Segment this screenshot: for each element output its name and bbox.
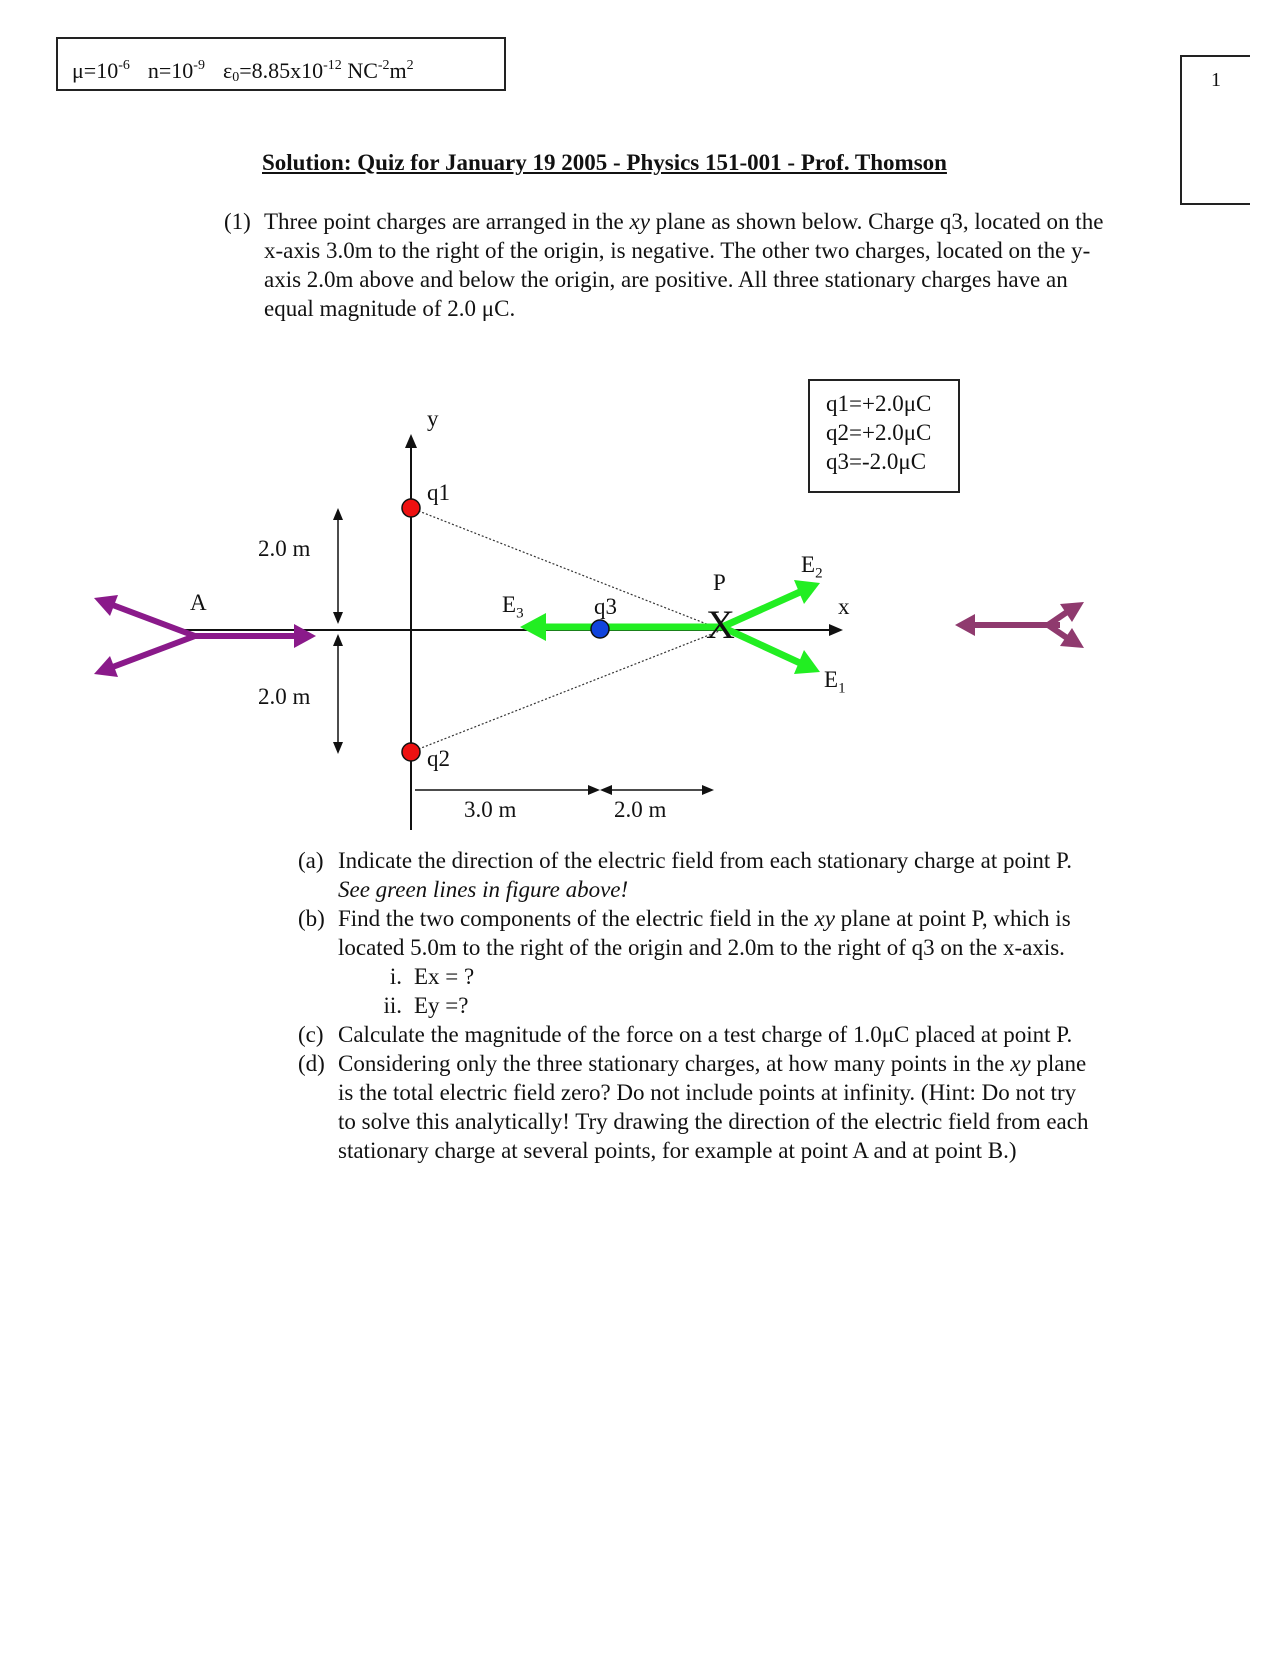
x-axis-arrowhead	[829, 624, 843, 636]
y-axis-arrowhead	[405, 434, 417, 448]
dim-upper-label: 2.0 m	[258, 536, 311, 561]
x-axis-label: x	[838, 594, 850, 619]
epsilon-constant: $\varepsilon_0=8.85x10^{-12}$ $NC^{-2}m^2$	[222, 58, 414, 85]
dim-arrow-upper-head-bottom	[333, 612, 343, 624]
point-p-label: P	[713, 570, 726, 595]
dim-3m-label: 3.0 m	[464, 797, 517, 822]
dim-arrow-2m-head-left	[600, 785, 612, 795]
part-b-i: i. Ex = ?	[389, 964, 475, 989]
legend-q3: q3=-2.0μC	[826, 449, 927, 474]
e1-label: $E_1$	[824, 667, 846, 697]
field-arrows-at-p	[520, 580, 820, 674]
e3-label: $E_3$	[502, 592, 524, 622]
part-d-label: (d)	[298, 1051, 325, 1076]
dim-arrow-3m-head	[588, 785, 600, 795]
page-title: Solution: Quiz for January 19 2005 - Physics 151-001 - Prof. Thomson	[262, 150, 947, 175]
n-constant: $n=10^{-9}$	[147, 58, 205, 83]
part-c: (c) Calculate the magnitude of the force on a test charge of 1.0μC placed at point P.	[298, 1022, 1073, 1047]
point-a-label: A	[190, 590, 207, 615]
charge-q1	[402, 499, 420, 517]
point-b-arrow-left-head	[955, 614, 975, 636]
dotted-line-q1-p	[411, 508, 722, 630]
dim-arrow-lower-head-bottom	[333, 742, 343, 754]
point-p-marker: X	[706, 602, 735, 647]
part-a-note: See green lines in figure above!	[338, 877, 629, 902]
part-c-label: (c)	[298, 1022, 324, 1047]
charge-q2	[402, 743, 420, 761]
part-a-label: (a)	[298, 848, 324, 873]
part-b: (b) Find the two components of the electric field in the xy plane at point P, which is located 5.0m to the right of the origin and 2.0m to the right of q3 on the x-axis.	[298, 906, 1071, 960]
dotted-line-q2-p	[411, 630, 722, 752]
part-d: (d) Considering only the three stationary charges, at how many points in the xy plane is the total electric field zero? Do not include points at infinity. (Hint: Do not try to solve this analytically! Try drawing the direction of the electric field from each stationary charge at several points, for example at point A and at point B.)	[298, 1051, 1089, 1163]
legend-q2: q2=+2.0μC	[826, 420, 932, 445]
charges-legend	[808, 379, 960, 493]
dim-arrow-upper-head-top	[333, 508, 343, 520]
mu-constant: $\mu=10^{-6}$	[72, 58, 130, 83]
e2-label: $E_2$	[801, 552, 823, 582]
dim-lower-label: 2.0 m	[258, 684, 311, 709]
page-number: 1	[1211, 69, 1221, 91]
part-b-ii: ii. Ey =?	[383, 993, 469, 1018]
point-a-arrow-right-head	[294, 624, 316, 648]
legend-q1: q1=+2.0μC	[826, 391, 932, 416]
point-a-arrow-up-left	[110, 604, 195, 636]
dim-arrow-lower-head-top	[333, 634, 343, 646]
dim-2m-label: 2.0 m	[614, 797, 667, 822]
point-b-field-arrows	[955, 602, 1084, 648]
q2-label: q2	[427, 746, 450, 771]
part-a: (a) Indicate the direction of the electric field from each stationary charge at point P. See green lines in figure above!	[298, 848, 1073, 902]
question-body: Three point charges are arranged in the xy plane as shown below. Charge q3, located on the x-axis 3.0m to the right of the origin, is negative. The other two charges, located on the y-axis 2.0m above and below the origin, are positive. All three stationary charges have an equal magnitude of 2.0 μC.	[264, 209, 1104, 321]
q1-label: q1	[427, 480, 450, 505]
question-parts	[298, 846, 1098, 1165]
y-axis-label: y	[427, 406, 439, 431]
e3-arrow-head	[520, 613, 546, 641]
q3-label: q3	[594, 594, 617, 619]
question-number: (1)	[224, 209, 251, 234]
point-a-arrow-down-left	[110, 636, 195, 668]
charge-q3	[591, 620, 609, 638]
dim-arrow-2m-head-right	[702, 785, 714, 795]
part-b-label: (b)	[298, 906, 325, 931]
